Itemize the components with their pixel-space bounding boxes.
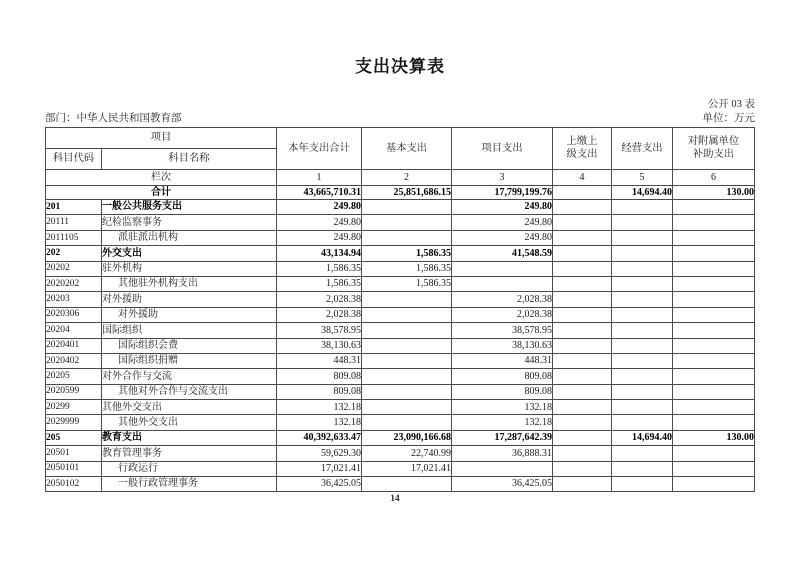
value-cell: 38,578.95 — [277, 323, 362, 338]
subject-code-cell: 202 — [46, 246, 102, 261]
value-cell — [362, 215, 452, 230]
table-row — [46, 292, 755, 307]
header-operating-expenditure: 经营支出 — [612, 128, 673, 170]
value-cell — [612, 446, 673, 461]
value-cell — [362, 230, 452, 245]
subject-name-cell: 一般公共服务支出 — [102, 200, 277, 215]
subject-name-cell: 派驻派出机构 — [102, 230, 277, 245]
value-cell — [612, 261, 673, 276]
value-cell — [553, 230, 612, 245]
value-cell — [612, 400, 673, 415]
value-cell — [362, 307, 452, 322]
value-cell: 809.08 — [277, 369, 362, 384]
subject-name-cell: 其他外交支出 — [102, 400, 277, 415]
column-index: 5 — [612, 170, 673, 186]
value-cell — [673, 353, 755, 368]
table-row — [46, 261, 755, 276]
subject-code-cell: 201 — [46, 200, 102, 215]
subject-name-cell: 国际组织捐赠 — [102, 353, 277, 368]
value-cell — [673, 323, 755, 338]
value-cell — [553, 461, 612, 476]
column-index-row — [46, 170, 755, 186]
value-cell: 809.08 — [277, 384, 362, 399]
value-cell — [553, 430, 612, 445]
value-cell: 40,392,633.47 — [277, 430, 362, 445]
value-cell: 1,586.35 — [362, 276, 452, 291]
subject-name-cell: 教育管理事务 — [102, 446, 277, 461]
value-cell — [362, 400, 452, 415]
value-cell — [553, 261, 612, 276]
expenditure-table — [45, 127, 755, 492]
value-cell — [673, 246, 755, 261]
value-cell: 1,586.35 — [277, 276, 362, 291]
grand-total-value — [553, 186, 612, 200]
value-cell — [673, 400, 755, 415]
grand-total-value: 14,694.40 — [612, 186, 673, 200]
value-cell — [612, 276, 673, 291]
subject-name-cell: 一般行政管理事务 — [102, 477, 277, 492]
subject-name-cell: 对外合作与交流 — [102, 369, 277, 384]
table-row — [46, 215, 755, 230]
value-cell — [612, 292, 673, 307]
value-cell — [553, 446, 612, 461]
value-cell: 17,021.41 — [277, 461, 362, 476]
unit-label: 单位：万元 — [702, 113, 755, 124]
value-cell — [612, 338, 673, 353]
value-cell: 249.80 — [277, 200, 362, 215]
value-cell — [553, 338, 612, 353]
value-cell — [452, 461, 553, 476]
value-cell — [553, 292, 612, 307]
value-cell: 2,028.38 — [452, 292, 553, 307]
value-cell — [553, 384, 612, 399]
value-cell — [673, 261, 755, 276]
table-body — [46, 200, 755, 492]
value-cell — [612, 461, 673, 476]
subject-code-cell: 2050101 — [46, 461, 102, 476]
header-upline-line1: 上缴上 — [566, 135, 598, 147]
value-cell — [362, 384, 452, 399]
value-cell — [612, 215, 673, 230]
value-cell — [553, 477, 612, 492]
value-cell — [553, 246, 612, 261]
column-index: 6 — [673, 170, 755, 186]
value-cell: 809.08 — [452, 369, 553, 384]
column-index: 3 — [452, 170, 553, 186]
subject-code-cell: 2020402 — [46, 353, 102, 368]
grand-total-value: 43,665,710.31 — [277, 186, 362, 200]
subject-name-cell: 行政运行 — [102, 461, 277, 476]
subject-name-cell: 对外援助 — [102, 292, 277, 307]
subject-code-cell: 2020401 — [46, 338, 102, 353]
value-cell: 249.80 — [452, 230, 553, 245]
value-cell — [612, 323, 673, 338]
value-cell — [673, 415, 755, 430]
header-total-expenditure: 本年支出合计 — [277, 128, 362, 170]
value-cell: 249.80 — [277, 230, 362, 245]
table-row — [46, 461, 755, 476]
subject-code-cell: 2020599 — [46, 384, 102, 399]
value-cell: 448.31 — [277, 353, 362, 368]
value-cell: 1,586.35 — [277, 261, 362, 276]
header-project-expenditure: 项目支出 — [452, 128, 553, 170]
value-cell: 23,090,166.68 — [362, 430, 452, 445]
value-cell — [673, 292, 755, 307]
value-cell — [673, 477, 755, 492]
subject-name-cell: 教育支出 — [102, 430, 277, 445]
value-cell — [612, 200, 673, 215]
header-subject-name: 科目名称 — [102, 149, 277, 170]
value-cell — [673, 446, 755, 461]
value-cell: 2,028.38 — [452, 307, 553, 322]
value-cell — [673, 369, 755, 384]
value-cell — [553, 307, 612, 322]
table-row — [46, 338, 755, 353]
value-cell — [553, 215, 612, 230]
value-cell: 22,740.99 — [362, 446, 452, 461]
value-cell — [452, 261, 553, 276]
value-cell: 809.08 — [452, 384, 553, 399]
value-cell — [362, 200, 452, 215]
header-subsidy-line1: 对附属单位 — [687, 135, 740, 147]
value-cell — [673, 215, 755, 230]
value-cell — [553, 323, 612, 338]
value-cell — [612, 369, 673, 384]
header-upline-line2: 级支出 — [566, 148, 598, 160]
table-row — [46, 200, 755, 215]
subject-name-cell: 纪检监察事务 — [102, 215, 277, 230]
value-cell — [452, 276, 553, 291]
subject-code-cell: 2020202 — [46, 276, 102, 291]
page-number: 14 — [390, 494, 400, 504]
value-cell: 1,586.35 — [362, 246, 452, 261]
subject-code-cell: 2011105 — [46, 230, 102, 245]
value-cell — [553, 276, 612, 291]
table-row — [46, 477, 755, 492]
subject-code-cell: 20111 — [46, 215, 102, 230]
value-cell: 132.18 — [452, 400, 553, 415]
value-cell — [612, 477, 673, 492]
grand-total-label: 合计 — [46, 186, 277, 200]
table-row — [46, 353, 755, 368]
value-cell: 43,134.94 — [277, 246, 362, 261]
table-row — [46, 246, 755, 261]
value-cell: 36,425.05 — [277, 477, 362, 492]
value-cell — [612, 353, 673, 368]
value-cell: 132.18 — [452, 415, 553, 430]
value-cell: 59,629.30 — [277, 446, 362, 461]
value-cell: 2,028.38 — [277, 292, 362, 307]
subject-code-cell: 20299 — [46, 400, 102, 415]
table-row — [46, 323, 755, 338]
value-cell: 17,287,642.39 — [452, 430, 553, 445]
value-cell: 14,694.40 — [612, 430, 673, 445]
value-cell: 448.31 — [452, 353, 553, 368]
subject-name-cell: 驻外机构 — [102, 261, 277, 276]
meta-line — [45, 110, 755, 125]
value-cell: 249.80 — [452, 200, 553, 215]
value-cell — [362, 338, 452, 353]
subject-code-cell: 2029999 — [46, 415, 102, 430]
value-cell — [673, 276, 755, 291]
header-row-1 — [46, 128, 755, 149]
table-code-label: 公开 03 表 — [707, 99, 755, 110]
subject-name-cell: 其他驻外机构支出 — [102, 276, 277, 291]
value-cell — [553, 200, 612, 215]
value-cell — [553, 400, 612, 415]
grand-total-value: 25,851,686.15 — [362, 186, 452, 200]
value-cell — [673, 384, 755, 399]
header-subject-code: 科目代码 — [46, 149, 102, 170]
table-row — [46, 446, 755, 461]
value-cell — [673, 200, 755, 215]
table-row — [46, 430, 755, 445]
page-title: 支出决算表 — [355, 57, 445, 76]
value-cell: 17,021.41 — [362, 461, 452, 476]
value-cell — [362, 415, 452, 430]
value-cell: 132.18 — [277, 415, 362, 430]
column-index: 1 — [277, 170, 362, 186]
subject-name-cell: 外交支出 — [102, 246, 277, 261]
value-cell: 38,130.63 — [452, 338, 553, 353]
value-cell: 249.80 — [452, 215, 553, 230]
value-cell — [612, 384, 673, 399]
value-cell — [553, 415, 612, 430]
value-cell: 41,548.59 — [452, 246, 553, 261]
value-cell: 38,130.63 — [277, 338, 362, 353]
column-index: 2 — [362, 170, 452, 186]
subject-code-cell: 20205 — [46, 369, 102, 384]
value-cell — [362, 292, 452, 307]
value-cell — [673, 461, 755, 476]
value-cell — [553, 369, 612, 384]
subject-code-cell: 20501 — [46, 446, 102, 461]
value-cell: 36,425.05 — [452, 477, 553, 492]
value-cell: 130.00 — [673, 430, 755, 445]
value-cell: 38,578.95 — [452, 323, 553, 338]
value-cell — [612, 415, 673, 430]
table-row — [46, 384, 755, 399]
subject-code-cell: 2050102 — [46, 477, 102, 492]
subject-code-cell: 2020306 — [46, 307, 102, 322]
index-row-label: 栏次 — [46, 170, 277, 186]
table-row — [46, 307, 755, 322]
value-cell: 36,888.31 — [452, 446, 553, 461]
value-cell: 249.80 — [277, 215, 362, 230]
value-cell — [673, 307, 755, 322]
value-cell — [362, 323, 452, 338]
subject-code-cell: 205 — [46, 430, 102, 445]
grand-total-value: 130.00 — [673, 186, 755, 200]
header-upline-expenditure — [553, 128, 612, 170]
value-cell — [553, 353, 612, 368]
grand-total-row — [46, 186, 755, 200]
subject-code-cell: 20202 — [46, 261, 102, 276]
value-cell: 2,028.38 — [277, 307, 362, 322]
subject-code-cell: 20203 — [46, 292, 102, 307]
value-cell: 1,586.35 — [362, 261, 452, 276]
header-subsidy-line2: 补助支出 — [692, 148, 735, 160]
grand-total-value: 17,799,199.76 — [452, 186, 553, 200]
value-cell — [612, 230, 673, 245]
department-label: 部门：中华人民共和国教育部 — [45, 113, 182, 124]
table-row — [46, 415, 755, 430]
table-row — [46, 276, 755, 291]
subject-name-cell: 国际组织 — [102, 323, 277, 338]
value-cell — [362, 369, 452, 384]
subject-name-cell: 国际组织会费 — [102, 338, 277, 353]
subject-name-cell: 其他外交支出 — [102, 415, 277, 430]
header-subsidy-expenditure — [673, 128, 755, 170]
table-row — [46, 230, 755, 245]
subject-name-cell: 对外援助 — [102, 307, 277, 322]
value-cell: 132.18 — [277, 400, 362, 415]
column-index: 4 — [553, 170, 612, 186]
subject-name-cell: 其他对外合作与交流支出 — [102, 384, 277, 399]
value-cell — [612, 246, 673, 261]
value-cell — [612, 307, 673, 322]
table-row — [46, 369, 755, 384]
header-basic-expenditure: 基本支出 — [362, 128, 452, 170]
subject-code-cell: 20204 — [46, 323, 102, 338]
header-project-group: 项目 — [46, 128, 277, 149]
table-row — [46, 400, 755, 415]
value-cell — [673, 338, 755, 353]
value-cell — [362, 477, 452, 492]
value-cell — [362, 353, 452, 368]
value-cell — [673, 230, 755, 245]
